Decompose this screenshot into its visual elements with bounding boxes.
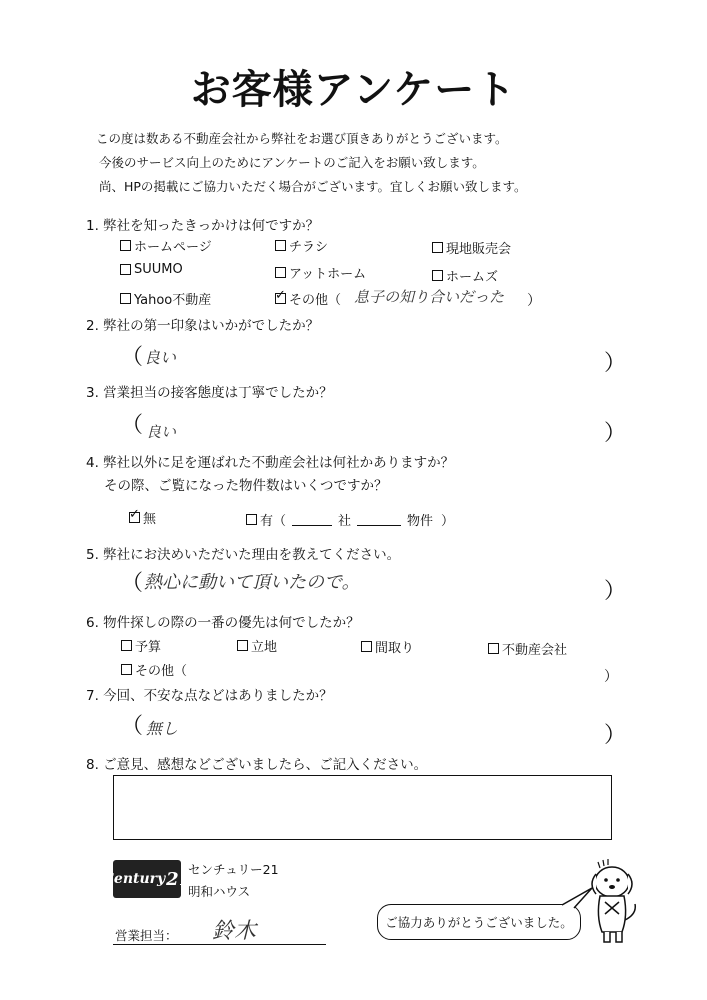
mascot-dog-icon: [540, 850, 650, 950]
q2-open-paren: （: [121, 345, 144, 370]
checkbox[interactable]: [121, 664, 132, 675]
q5-close-paren: ）: [604, 579, 627, 604]
checkbox[interactable]: [120, 240, 131, 251]
survey-title: お客様アンケート: [190, 67, 517, 113]
q4-option-yes[interactable]: 有（ 社 物件 ）: [246, 510, 454, 529]
q7-close-paren: ）: [604, 723, 627, 748]
q1-option-athome[interactable]: アットホーム: [275, 263, 366, 282]
checkbox[interactable]: [488, 643, 499, 654]
checkbox[interactable]: [432, 242, 443, 253]
question-4-sub: その際、ご覧になった物件数はいくつですか？: [104, 478, 388, 494]
question-7: 7. 今回、不安な点などはありましたか？: [86, 688, 333, 704]
comment-box[interactable]: [113, 775, 612, 840]
question-2: 2. 弊社の第一印象はいかがでしたか？: [86, 318, 320, 334]
q5-open-paren: （: [121, 571, 144, 596]
q6-option-location[interactable]: 立地: [237, 636, 277, 655]
q1-close-paren: ）: [527, 293, 541, 309]
q7-answer: 無し: [146, 719, 179, 738]
checkbox-checked[interactable]: [275, 293, 286, 304]
q1-option-flyer[interactable]: チラシ: [275, 236, 328, 255]
question-8: 8. ご意見、感想などございましたら、ご記入ください。: [86, 757, 428, 773]
century21-logo: Century 21: [113, 860, 181, 898]
q3-answer: 良い: [146, 423, 177, 441]
company-name: センチュリー21: [188, 862, 279, 877]
question-4: 4. 弊社以外に足を運ばれた不動産会社は何社かありますか？: [86, 455, 455, 471]
staff-label: 営業担当：: [115, 928, 178, 943]
intro-line-3: 尚、HPの掲載にご協力いただく場合がございます。宜しくお願い致します。: [99, 179, 527, 194]
company-count-blank[interactable]: [292, 513, 332, 526]
checkbox[interactable]: [121, 640, 132, 651]
q6-option-other[interactable]: その他（: [121, 660, 187, 679]
q6-option-budget[interactable]: 予算: [121, 636, 161, 655]
property-count-blank[interactable]: [357, 513, 401, 526]
checkbox[interactable]: [246, 514, 257, 525]
intro-line-2: 今後のサービス向上のためにアンケートのご記入をお願い致します。: [99, 155, 485, 170]
q1-option-yahoo[interactable]: Yahoo不動産: [120, 289, 211, 308]
checkbox[interactable]: [237, 640, 248, 651]
question-3: 3. 営業担当の接客態度は丁寧でしたか？: [86, 385, 333, 401]
q7-open-paren: （: [121, 714, 144, 739]
intro-line-1: この度は数ある不動産会社から弊社をお選び頂きありがとうございます。: [96, 131, 508, 146]
q1-option-open-house[interactable]: 現地販売会: [432, 238, 511, 257]
checkbox[interactable]: [275, 267, 286, 278]
q1-option-homes[interactable]: ホームズ: [432, 266, 498, 285]
question-6: 6. 物件探しの際の一番の優先は何でしたか？: [86, 615, 360, 631]
q6-close-paren: ）: [604, 669, 618, 685]
checkbox[interactable]: [120, 264, 131, 275]
q1-option-homepage[interactable]: ホームページ: [120, 236, 212, 255]
question-5: 5. 弊社にお決めいただいた理由を教えてください。: [86, 547, 401, 563]
checkbox[interactable]: [120, 293, 131, 304]
checkbox-checked[interactable]: [129, 512, 140, 523]
staff-underline: [113, 944, 326, 945]
q1-option-other[interactable]: ✓ その他（: [275, 289, 341, 308]
question-1: 1. 弊社を知ったきっかけは何ですか？: [86, 218, 320, 234]
q6-option-layout[interactable]: 間取り: [361, 637, 414, 656]
checkbox[interactable]: [275, 240, 286, 251]
q1-option-suumo[interactable]: SUUMO: [120, 262, 183, 277]
q1-other-answer: 息子の知り合いだった: [354, 288, 505, 306]
q3-close-paren: ）: [604, 421, 627, 446]
checkbox[interactable]: [432, 270, 443, 281]
checkbox[interactable]: [361, 641, 372, 652]
thanks-speech-bubble: ご協力ありがとうございました。: [377, 904, 581, 940]
company-branch: 明和ハウス: [188, 884, 251, 899]
staff-name: 鈴木: [212, 919, 257, 944]
q3-open-paren: （: [121, 413, 144, 438]
q2-answer: 良い: [144, 348, 177, 367]
q6-option-real-estate-company[interactable]: 不動産会社: [488, 639, 567, 658]
q4-option-none[interactable]: ✓ 無: [129, 508, 156, 527]
q2-close-paren: ）: [604, 351, 627, 376]
q5-answer: 熱心に動いて頂いたので。: [144, 572, 360, 593]
